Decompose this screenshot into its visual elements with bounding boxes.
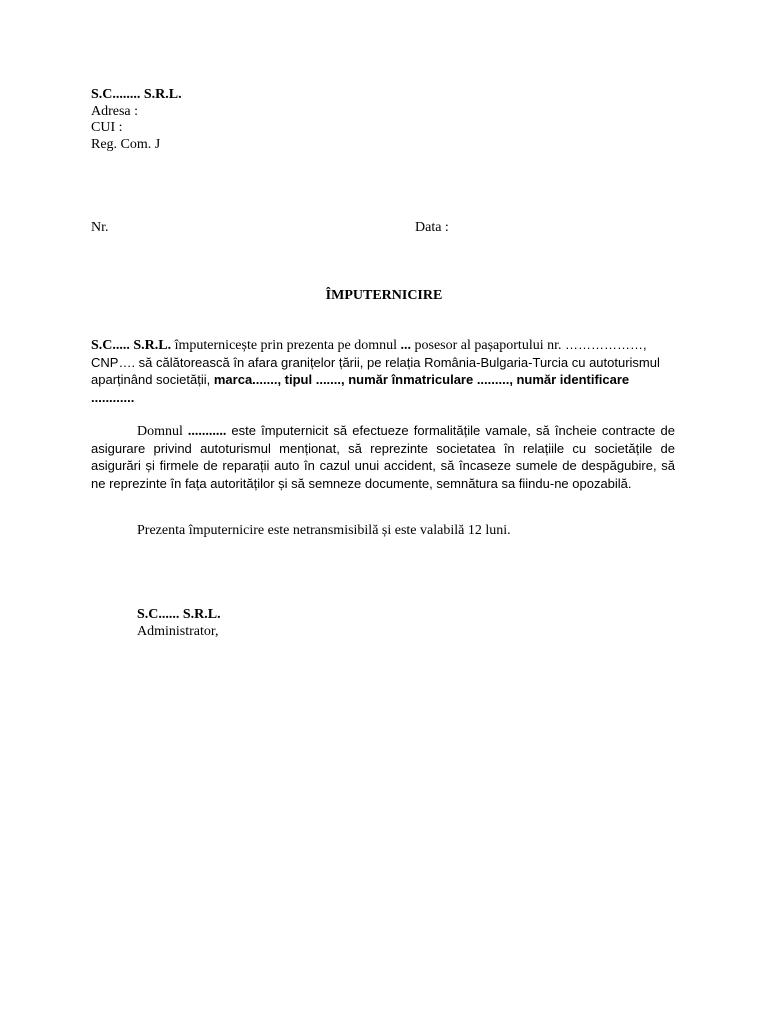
p2-domnul: Domnul [137,424,183,439]
p2-text: este împuternicit să efectueze formalitățile vamale, să încheie contracte de asigurare privind autoturismul menționat, să reprezinte societatea în relațiile cu societățile de asigurări și firmele de reparații auto în cazul unui accident, să încaseze sumele de despăgubire, să ne reprezinte în fața autorităților și să semneze documente, semnătura sa fiindu-ne opozabilă. [91,423,675,491]
header-cui: CUI : [91,120,123,135]
document-date-label: Data : [415,220,449,235]
signature-block [137,607,221,640]
signature-company: S.C...... S.R.L. [137,607,221,622]
paragraph-3: Prezenta împuternicire este netransmisibilă și este valabilă 12 luni. [137,523,511,538]
header-reg-com: Reg. Com. J [91,136,161,152]
signature-role: Administrator, [137,623,219,639]
p1-identification-field: număr identificare ............ [91,372,630,405]
company-header [91,87,182,153]
p1-vehicle-fields: marca......., tipul ......., număr înmatriculare ........., [213,372,513,387]
p1-dots: ... [400,338,412,353]
document-number-label: Nr. [91,220,109,235]
p1-text-2: posesor al pașaportului nr. [411,338,565,353]
paragraph-2 [91,423,675,493]
p1-company: S.C..... S.R.L. [91,338,172,353]
p2-dots: ........... [187,424,227,439]
paragraph-1 [91,337,675,407]
document-title: ÎMPUTERNICIRE [325,288,443,303]
header-company: S.C........ S.R.L. [91,87,182,102]
p1-text-3: să călătorească în afara granițelor țării, pe relația România-Bulgaria-Turcia cu autoturismul aparținând societății, [91,354,660,387]
p1-passport-dots: ………………, CNP…. [91,337,647,370]
header-address: Adresa : [91,103,139,119]
p1-text-1: împuternicește prin prezenta pe domnul [171,338,401,353]
